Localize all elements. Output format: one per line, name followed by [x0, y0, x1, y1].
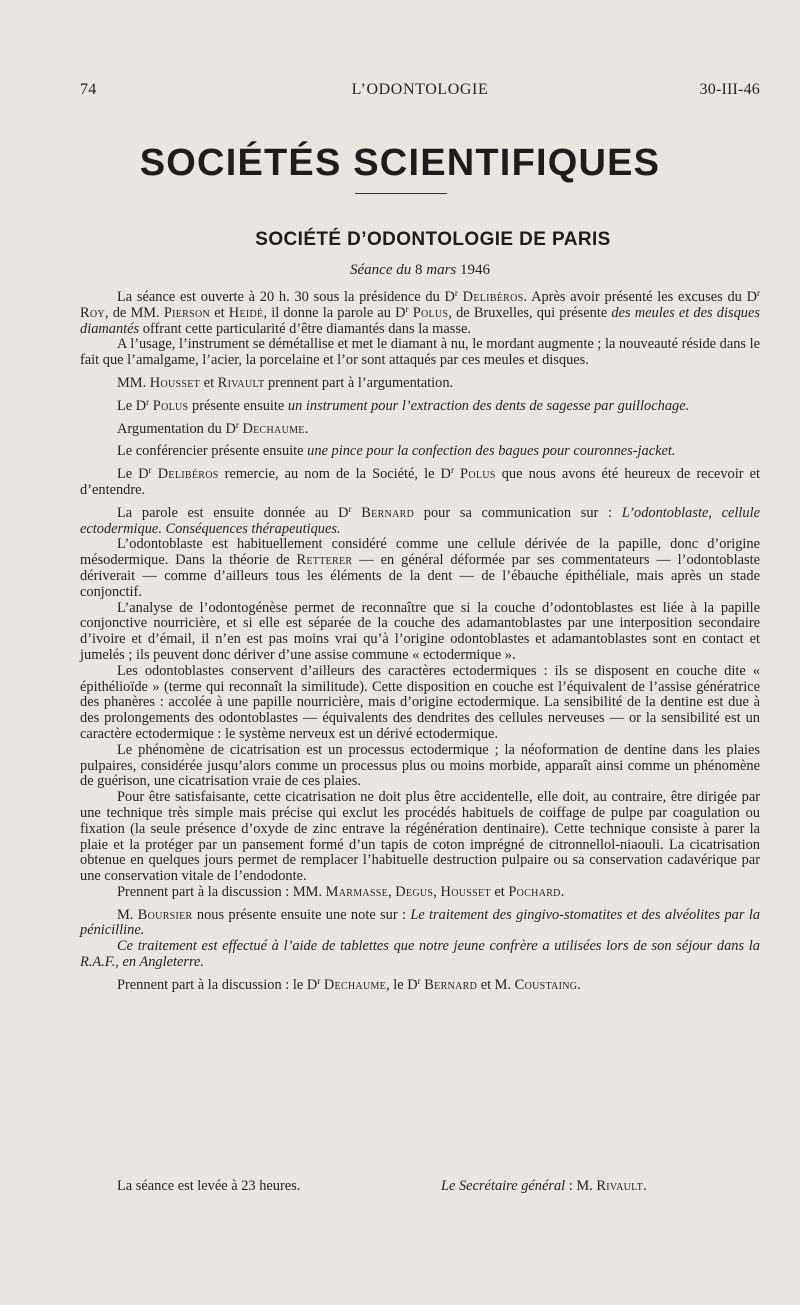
running-header: [80, 81, 760, 101]
closing-line: [117, 1178, 760, 1196]
paragraph-boursier: M. Boursier nous présente ensuite une note sur : Le traitement des gingivo-stomatites et des alvéolites par la pénicilline.: [80, 906, 761, 939]
person-name: Delibéros: [157, 466, 219, 483]
person-name: Polus: [412, 304, 449, 321]
person-name: Dechaume: [242, 420, 305, 437]
paragraph-technique: Pour être satisfaisante, cette cicatrisation ne doit plus être accidentelle, elle doit, au contraire, être dirigée par une technique très simple mais précise qui exclut les procédés habituels de coiffage de pulpe par coagulation ou fixation (la seule présence d’oxyde de zinc entrave la régénération dentinaire). Cette technique consiste à parer la plaie et la protéger par un pansement formé d’un tapis de coton imprégné de citronnellol-niaouli. La cicatrisation obtenue en quelques jours permet de remplacer l’habituelle destruction pulpaire ou sa conservation cadavérique par une conservation vitale de l’endodonte.: [80, 789, 760, 885]
paragraph-discussion-2: Prennent part à la discussion : le $D^r$ Dechaume, le $D^r$ Bernard et M. Coustaing.: [117, 975, 581, 993]
person-name: Polus: [152, 397, 189, 414]
person-name: Roy: [80, 304, 105, 321]
paragraph-opening: La séance est ouverte à 20 h. 30 sous la présidence du $D^r$ Delibéros. Après avoir présenté les excuses du $D^r$ Roy, de MM. Pierson et Heidé, il donne la parole au $D^r$ Polus, de Bruxelles, qui présente des meules et des disques diamantés offrant cette particularité d’être diamantés dans la masse.: [80, 288, 760, 337]
person-name: Degus: [395, 883, 434, 900]
paragraph-polus-instrument: Le $D^r$ Polus présente ensuite un instrument pour l’extraction des dents de sagesse par guillochage.: [117, 396, 690, 414]
issue-date: 30-III-46: [699, 81, 760, 98]
person-name: Heidé: [228, 304, 264, 321]
title-divider: [355, 193, 447, 194]
secretary-label: Le Secrétaire général: [441, 1178, 566, 1194]
seance-month: mars: [426, 262, 457, 278]
paragraph-odontogenese: L’analyse de l’odontogénèse permet de reconnaître que si la couche d’odontoblastes est liée à la papille conjonctive nourricière, et si elle est séparée de la couche des adamantoblastes par une interposition secondaire d’ivoire et d’émail, il n’en est pas moins vrai qu’à l’origine odontoblastes et adamantoblastes sont en contact et jumelés ; ils peuvent donc dériver d’une assise commune « ectodermique ».: [80, 599, 760, 663]
person-name: Marmasse: [325, 883, 389, 900]
seance-date: [0, 262, 800, 279]
secretary-name: Rivault: [596, 1178, 644, 1194]
person-name: Retterer: [296, 552, 353, 569]
seance-label: Séance du: [350, 262, 412, 278]
person-name: Dechaume: [323, 976, 387, 993]
paragraph-odontoblaste: L’odontoblaste est habituellement considéré comme une cellule dérivée de la papille, donc d’origine mésodermique. Dans la théorie de Retterer — en général déformée par ses commentateurs — l’odontoblaste dériverait — comme d’ailleurs tous les éléments de la dent — de l’ébauche épithéliale, mais après un stade conjonctif.: [80, 536, 760, 600]
person-name: Bernard: [361, 504, 415, 521]
person-name: Housset: [149, 374, 201, 391]
seance-day: 8: [414, 262, 423, 278]
society-heading: SOCIÉTÉ D’ODONTOLOGIE DE PARIS: [255, 229, 611, 250]
person-name: Delibéros: [462, 289, 524, 305]
paragraph-bernard: La parole est ensuite donnée au $D^r$ Bernard pour sa communication sur : L’odontoblaste, cellule ectodermique. Conséquences thérapeutiques.: [80, 503, 760, 537]
journal-title: L’ODONTOLOGIE: [351, 81, 489, 98]
section-title: SOCIÉTÉS SCIENTIFIQUES: [139, 142, 661, 184]
paragraph-traitement: Ce traitement est effectué à l’aide de tablettes que notre jeune confrère a utilisées lors de son séjour dans la R.A.F., en Angleterre.: [80, 938, 760, 971]
person-name: Polus: [460, 466, 496, 483]
secretary-signature: Le Secrétaire général : M. Rivault.: [441, 1178, 647, 1194]
person-name: Housset: [440, 883, 491, 900]
paragraph-pince: Le conférencier présente ensuite une pince pour la confection des bagues pour couronnes-jacket.: [117, 443, 676, 460]
person-name: Pochard: [508, 883, 561, 900]
seance-year: 1946: [460, 262, 490, 278]
person-name: Boursier: [137, 906, 193, 923]
person-name: Bernard: [424, 976, 478, 993]
paragraph-caracteres: Les odontoblastes conservent d’ailleurs des caractères ectodermiques : ils se disposent en couche dite « épithélioïde » (terme qui reconnaît la similitude). Cette disposition en couche est l’équivalent de l’assise génératrice des phanères : accolée à une papille nourricière, mais d’origine ectodermique. La sensibilité de la dentine est due à des prolongements des odontoblastes — équivalents des dendrites des cellules nerveuses — or la sensibilité est un caractère ectodermique : le système nerveux est un dérivé ectodermique.: [80, 662, 760, 742]
paragraph-dechaume: Argumentation du $D^r$ Dechaume.: [117, 419, 309, 437]
person-name: Pierson: [163, 304, 211, 321]
person-name: Coustaing: [514, 976, 578, 993]
seance-levee: La séance est levée à 23 heures.: [117, 1178, 301, 1194]
paragraph-cicatrisation: Le phénomène de cicatrisation est un processus ectodermique ; la néoformation de dentine dans les plaies pulpaires, considérée jusqu’alors comme un processus plus ou moins morbide, apparaît ainsi comme un phénomène de guérison, une cicatrisation vraie de ces plaies.: [80, 741, 760, 790]
paragraph-remerciements: Le $D^r$ Delibéros remercie, au nom de la Société, le $D^r$ Polus que nous avons été heureux de recevoir et d’entendre.: [80, 465, 760, 498]
article-body: [80, 290, 760, 994]
paragraph-argumentation: MM. Housset et Rivault prennent part à l’argumentation.: [117, 374, 454, 391]
page-number: 74: [80, 81, 97, 98]
person-name: Rivault: [217, 374, 265, 391]
paragraph-discussion-1: Prennent part à la discussion : MM. Marmasse, Degus, Housset et Pochard.: [117, 883, 565, 900]
paragraph-usage: A l’usage, l’instrument se démétallise et met le diamant à nu, le mordant augmente ; la nouveauté réside dans le fait que l’amalgame, l’acier, la porcelaine et l’or sont attaqués par ces meules et disques.: [80, 336, 760, 369]
